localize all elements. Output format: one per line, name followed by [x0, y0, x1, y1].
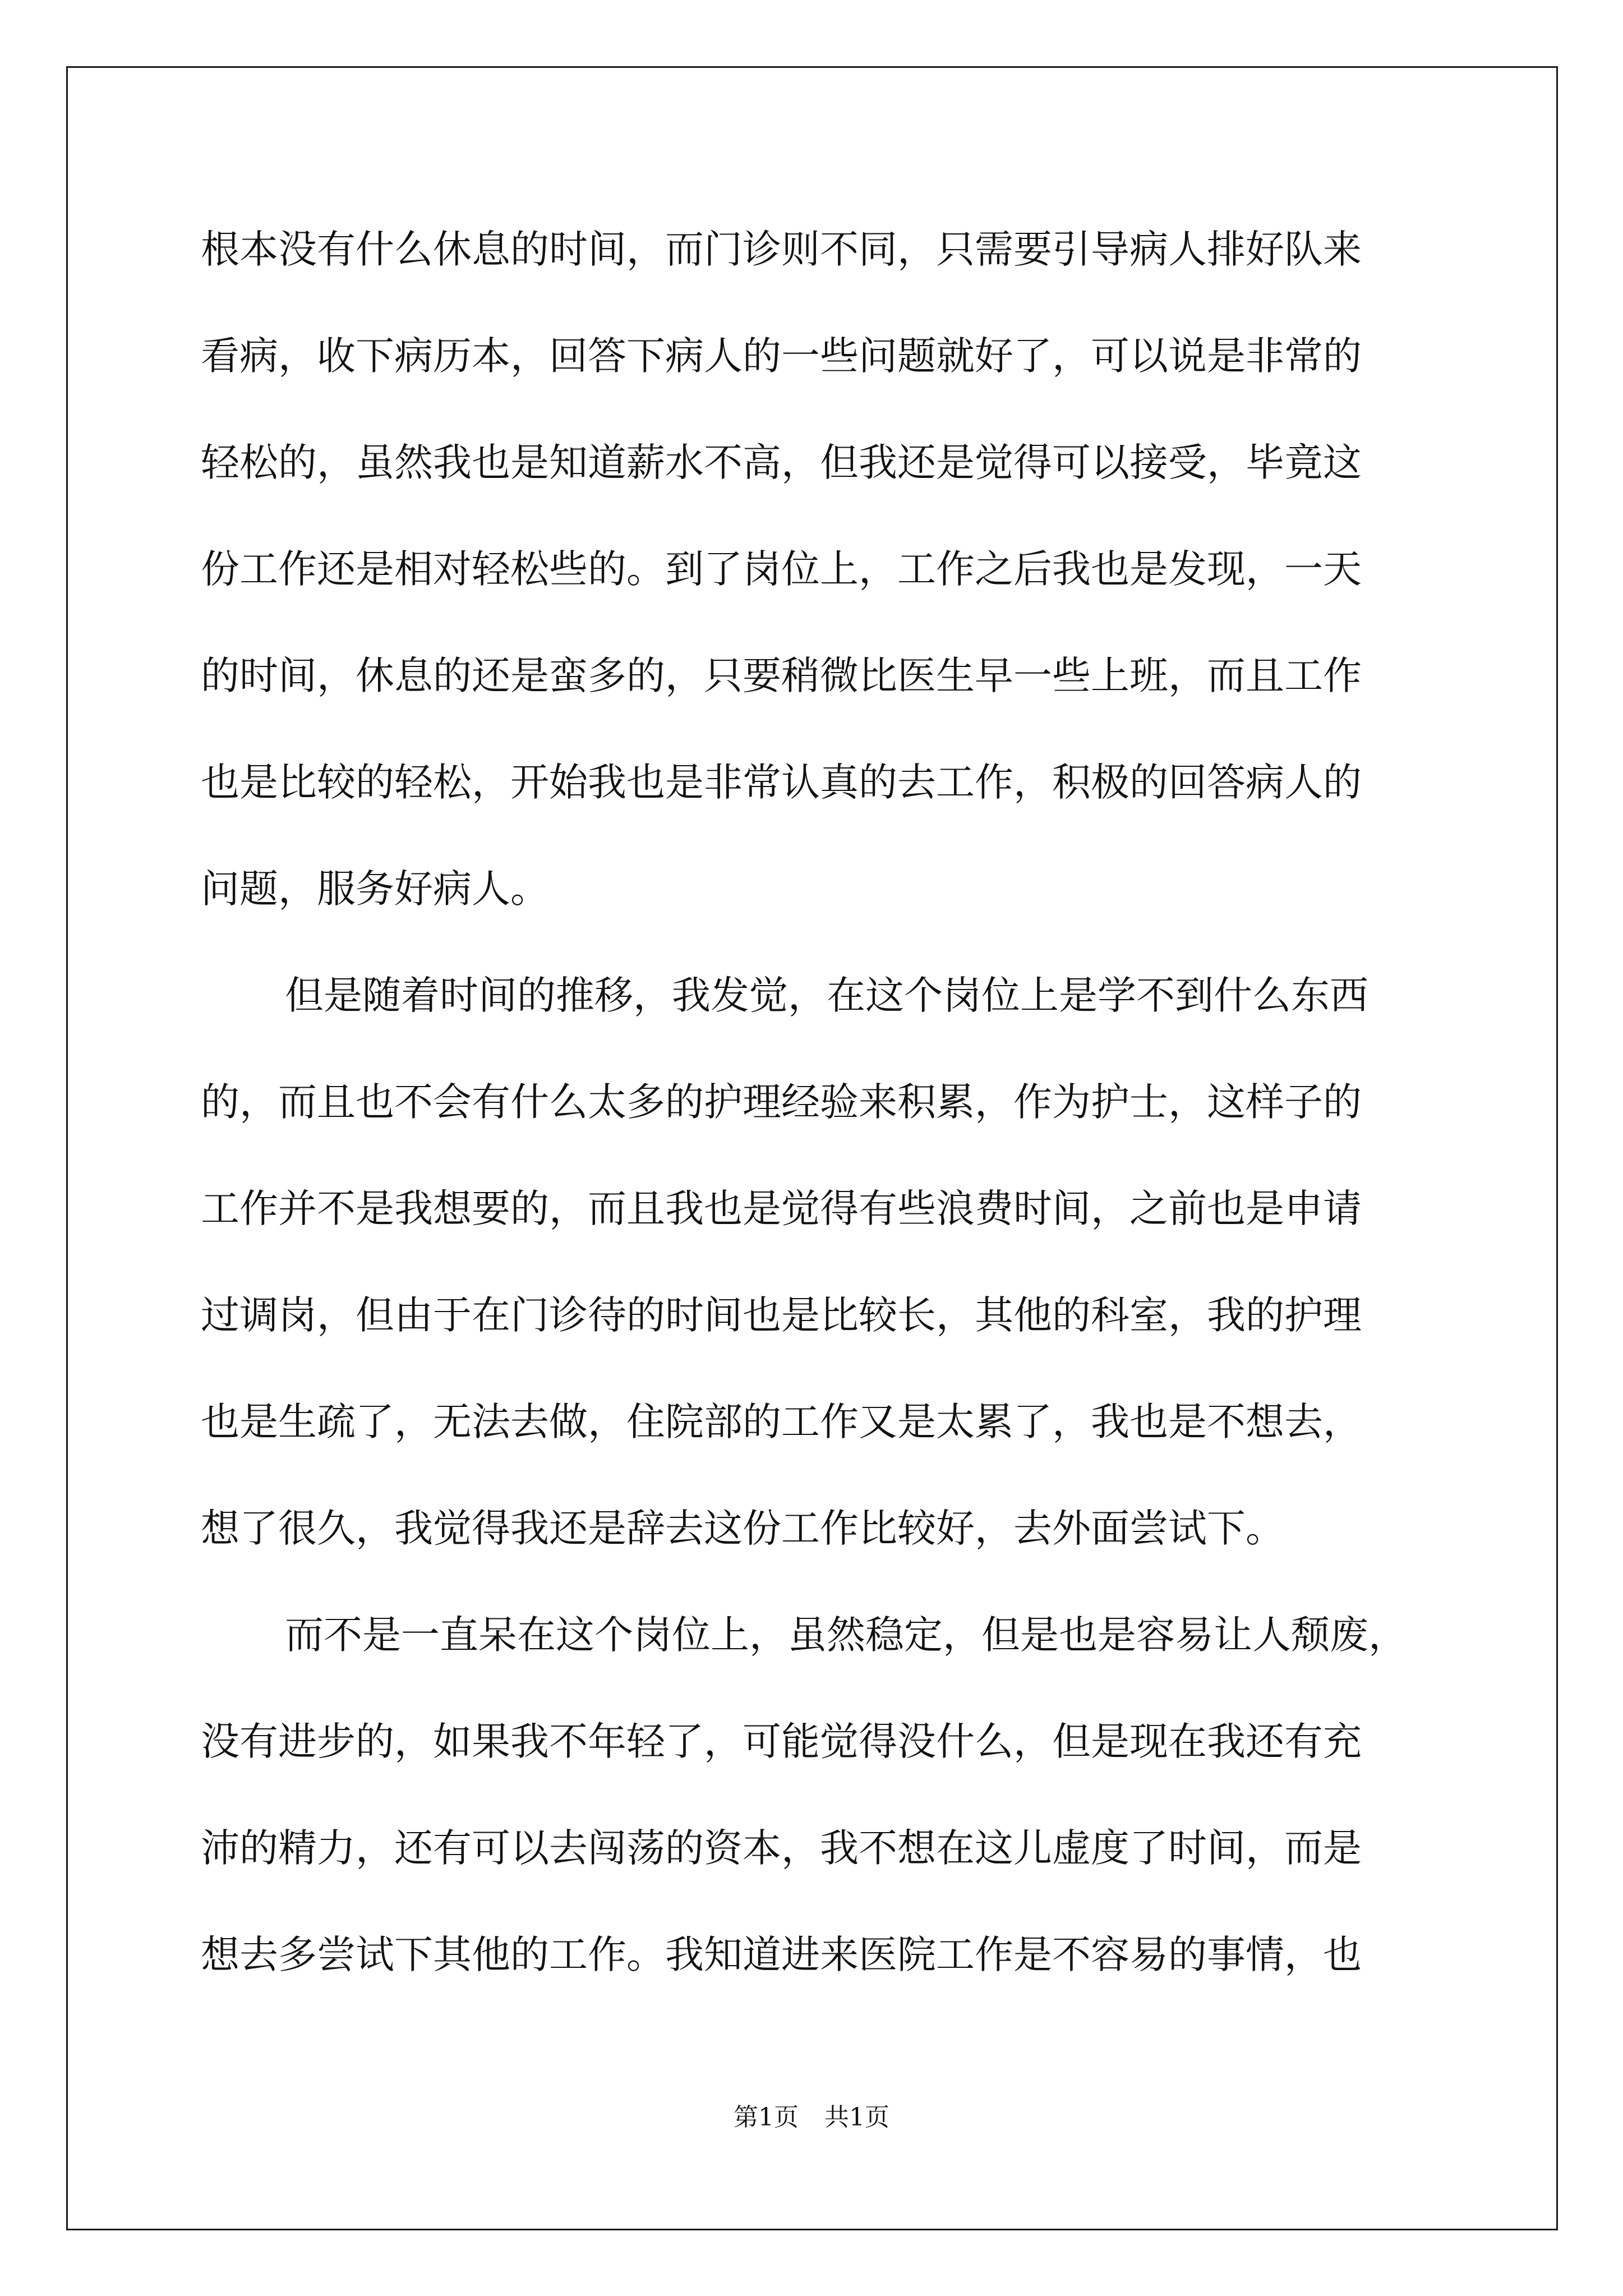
page-footer: [0, 2101, 1623, 2134]
text-line: 沛的精力，还有可以去闯荡的资本，我不想在这儿虚度了时间，而是: [201, 1826, 1362, 1871]
page-number-total: 共1页: [824, 2103, 889, 2132]
page-border: [66, 66, 1558, 2230]
text-line: 也是生疏了，无法去做，住院部的工作又是太累了，我也是不想去，: [201, 1400, 1362, 1444]
text-line: 过调岗，但由于在门诊待的时间也是比较长，其他的科室，我的护理: [201, 1293, 1362, 1338]
text-line: 看病，收下病历本，回答下病人的一些问题就好了，可以说是非常的: [201, 334, 1362, 379]
paragraph-start-line: 但是随着时间的推移，我发觉，在这个岗位上是学不到什么东西: [285, 973, 1368, 1018]
text-line: 根本没有什么休息的时间，而门诊则不同，只需要引导病人排好队来: [201, 227, 1362, 272]
paragraph-start-line: 而不是一直呆在这个岗位上，虽然稳定，但是也是容易让人颓废，: [285, 1613, 1407, 1658]
text-line: 的，而且也不会有什么太多的护理经验来积累，作为护士，这样子的: [201, 1080, 1362, 1125]
page-number-current: 第1页: [734, 2103, 799, 2132]
text-line: 没有进步的，如果我不年轻了，可能觉得没什么，但是现在我还有充: [201, 1719, 1362, 1764]
text-line: 的时间，休息的还是蛮多的，只要稍微比医生早一些上班，而且工作: [201, 654, 1362, 698]
text-line: 轻松的，虽然我也是知道薪水不高，但我还是觉得可以接受，毕竟这: [201, 440, 1362, 485]
text-line: 想了很久，我觉得我还是辞去这份工作比较好，去外面尝试下。: [201, 1506, 1284, 1551]
text-line: 份工作还是相对轻松些的。到了岗位上，工作之后我也是发现，一天: [201, 547, 1362, 592]
text-line: 问题，服务好病人。: [201, 867, 549, 912]
text-line: 也是比较的轻松，开始我也是非常认真的去工作，积极的回答病人的: [201, 760, 1362, 805]
text-line: 想去多尝试下其他的工作。我知道进来医院工作是不容易的事情，也: [201, 1932, 1362, 1977]
text-line: 工作并不是我想要的，而且我也是觉得有些浪费时间，之前也是申请: [201, 1186, 1362, 1231]
